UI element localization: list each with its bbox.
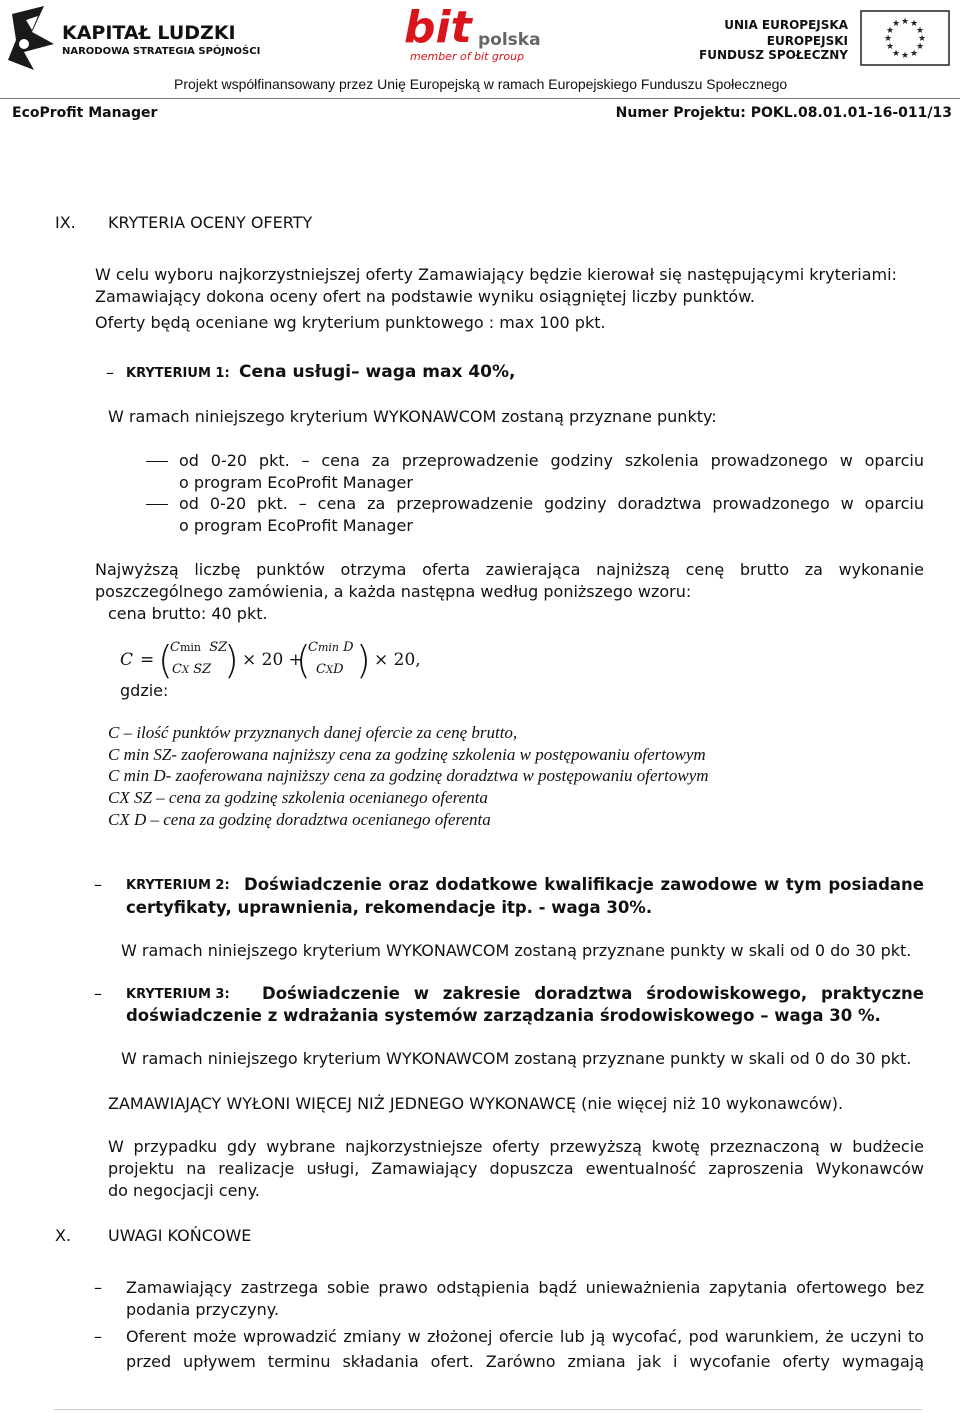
svg-text:★: ★ — [915, 42, 925, 52]
eu-line2: EUROPEJSKI — [766, 34, 848, 48]
criterion-title-line1: Doświadczenie oraz dodatkowe kwalifikacje zawodowe w tym posiadane — [244, 875, 924, 894]
criterion-bullet: – — [94, 875, 102, 894]
budget-paragraph-line: projektu na realizacje usługi, Zamawiający dopuszcza ewentualność zaproszenia Wykonawców — [108, 1159, 924, 1178]
bit-brand: bit — [404, 2, 472, 53]
section-number: X. — [55, 1226, 72, 1245]
remark-bullet: – — [94, 1327, 102, 1346]
svg-text:★: ★ — [885, 42, 895, 52]
formula-times2: × 20, — [374, 650, 421, 670]
formula-den2: CXD — [316, 662, 344, 677]
svg-text:★: ★ — [909, 19, 919, 29]
criterion-item-line2: o program EcoProfit Manager — [179, 473, 413, 492]
formula-legend-item: CX SZ – cena za godzinę szkolenia ocenianego oferenta — [108, 788, 488, 807]
list-dash — [146, 504, 168, 505]
criterion-bullet: – — [94, 984, 102, 1003]
remark-line2: przed upływem terminu składania ofert. Zarówno zmiana jak i wycofanie oferty wymagają — [126, 1352, 924, 1371]
price-weight-label: cena brutto: 40 pkt. — [108, 604, 268, 623]
criterion-title-line2: certyfikaty, uprawnienia, rekomendacje itp. - waga 30%. — [126, 898, 653, 917]
list-dash — [146, 461, 168, 462]
kapital-ludzki-logo — [4, 4, 261, 74]
remark-bullet: – — [94, 1278, 102, 1297]
formula-lhs: C — [120, 650, 134, 670]
section-number: IX. — [55, 213, 76, 232]
kapital-ludzki-title: KAPITAŁ LUDZKI — [62, 22, 236, 44]
remark-line1: Zamawiający zastrzega sobie prawo odstąpienia bądź unieważnienia zapytania ofertowego bez — [126, 1278, 924, 1297]
eu-line3: FUNDUSZ SPOŁECZNY — [699, 48, 848, 62]
bit-polska-logo — [402, 2, 552, 68]
svg-text:★: ★ — [900, 51, 910, 61]
header-project-number: Numer Projektu: POKL.08.01.01-16-011/13 — [615, 105, 952, 121]
formula-paren: ) — [224, 638, 239, 682]
section-title: KRYTERIA OCENY OFERTY — [108, 213, 313, 232]
bit-sub: polska — [478, 30, 541, 50]
formula-legend-item: C min SZ- zaoferowana najniższy cena za godzinę szkolenia w postępowaniu ofertowym — [108, 745, 706, 764]
eu-flag-icon — [860, 10, 950, 66]
formula-eq: = — [140, 650, 155, 670]
section-title: UWAGI KOŃCOWE — [108, 1226, 252, 1245]
svg-text:★: ★ — [891, 49, 901, 59]
svg-text:★: ★ — [917, 34, 927, 44]
criterion-label: KRYTERIUM 3: — [126, 987, 230, 1002]
formula-num2: Cmin D — [308, 640, 354, 655]
intro-line: W celu wyboru najkorzystniejszej oferty Zamawiający będzie kierował się następującymi kryteriami: — [95, 265, 897, 284]
header-product-name: EcoProfit Manager — [12, 105, 158, 121]
page-bottom-divider — [54, 1409, 922, 1410]
formula-den1: CX SZ — [172, 662, 212, 677]
formula-num1: Cmin SZ — [170, 640, 228, 655]
project-cofinance-note: Projekt współfinansowany przez Unię Europejską w ramach Europejskiego Funduszu Społecznego — [174, 76, 788, 92]
header-divider — [0, 98, 960, 99]
kapital-ludzki-subtitle: NARODOWA STRATEGIA SPÓJNOŚCI — [62, 46, 261, 57]
formula-legend-item: C min D- zaoferowana najniższy cena za godzinę doradztwa w postępowaniu ofertowym — [108, 766, 709, 785]
formula-paren: ( — [158, 638, 173, 682]
criterion-label: KRYTERIUM 2: — [126, 878, 230, 893]
svg-text:★: ★ — [915, 26, 925, 36]
remark-line1: Oferent może wprowadzić zmiany w złożonej ofercie lub ją wycofać, pod warunkiem, że uczyni to — [126, 1327, 924, 1346]
formula-paren: ) — [356, 638, 371, 682]
scoring-rule-line2: poszczególnego zamówienia, a każda następna według poniższego wzoru: — [95, 582, 692, 601]
criterion-note: W ramach niniejszego kryterium WYKONAWCOM zostaną przyznane punkty: — [108, 407, 717, 426]
kapital-ludzki-emblem-icon — [4, 4, 60, 72]
criterion-title-line2: doświadczenie z wdrażania systemów zarządzania środowiskowego – waga 30 %. — [126, 1006, 881, 1025]
formula-paren: ( — [296, 638, 311, 682]
formula-times1: × 20 + — [242, 650, 303, 670]
remark-line2: podania przyczyny. — [126, 1300, 280, 1319]
criterion-note: W ramach niniejszego kryterium WYKONAWCOM zostaną przyznane punkty w skali od 0 do 30 pkt. — [121, 1049, 912, 1068]
formula-legend-item: CX D – cena za godzinę doradztwa ocenianego oferenta — [108, 810, 491, 829]
formula-legend-item: C – ilość punktów przyznanych danej ofercie za cenę brutto, — [108, 723, 518, 742]
svg-text:★: ★ — [891, 19, 901, 29]
intro-line: Zamawiający dokona oceny ofert na podstawie wyniku osiągniętej liczby punktów. — [95, 287, 755, 306]
criterion-item-line1: od 0-20 pkt. – cena za przeprowadzenie godziny doradztwa prowadzonego w oparciu — [179, 494, 924, 513]
criterion-label: KRYTERIUM 1: — [126, 366, 230, 381]
criterion-item-line2: o program EcoProfit Manager — [179, 516, 413, 535]
svg-text:★: ★ — [883, 34, 893, 44]
bit-tagline: member of bit group — [410, 50, 525, 63]
criterion-item-line1: od 0-20 pkt. – cena za przeprowadzenie godziny szkolenia prowadzonego w oparciu — [179, 451, 924, 470]
svg-text:★: ★ — [900, 17, 910, 27]
eu-line1: UNIA EUROPEJSKA — [724, 18, 848, 32]
scoring-rule-line1: Najwyższą liczbę punktów otrzyma oferta zawierająca najniższą cenę brutto za wykonanie — [95, 560, 924, 579]
svg-text:★: ★ — [885, 26, 895, 36]
criterion-bullet: – — [106, 363, 114, 382]
multi-award-note: ZAMAWIAJĄCY WYŁONI WIĘCEJ NIŻ JEDNEGO WYKONAWCĘ (nie więcej niż 10 wykonawców). — [108, 1094, 844, 1113]
eu-efs-logo — [699, 14, 952, 64]
svg-text:★: ★ — [909, 49, 919, 59]
criterion-title-line1: Doświadczenie w zakresie doradztwa środowiskowego, praktyczne — [262, 984, 924, 1003]
formula-where-label: gdzie: — [120, 681, 169, 700]
intro-line: Oferty będą oceniane wg kryterium punktowego : max 100 pkt. — [95, 313, 606, 332]
budget-paragraph-line: do negocjacji ceny. — [108, 1181, 260, 1200]
criterion-title: Cena usługi– waga max 40%, — [239, 362, 516, 382]
budget-paragraph-line: W przypadku gdy wybrane najkorzystniejsze oferty przewyższą kwotę przeznaczoną w budżecie — [108, 1137, 924, 1156]
criterion-note: W ramach niniejszego kryterium WYKONAWCOM zostaną przyznane punkty w skali od 0 do 30 pkt. — [121, 941, 912, 960]
